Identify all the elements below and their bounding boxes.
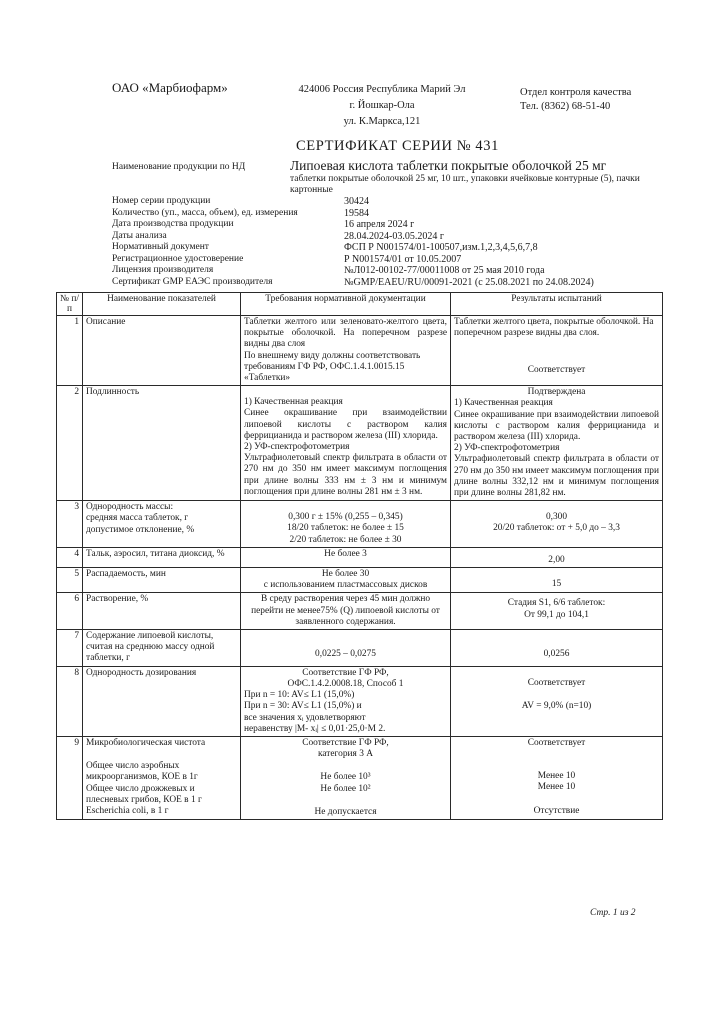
table-header-row <box>57 293 663 316</box>
table-row <box>57 316 663 386</box>
result-line: Отсутствие <box>533 805 580 816</box>
meta-value: 28.04.2024-03.05.2024 г <box>344 230 444 242</box>
row-requirement <box>241 666 451 736</box>
row-requirement <box>241 547 451 567</box>
requirement-line: ОФС.1.4.2.0008.18, Способ 1 <box>287 678 404 689</box>
row-indicator <box>83 736 241 819</box>
row-result <box>451 630 663 667</box>
row-requirement <box>241 501 451 548</box>
meta-row <box>112 265 672 277</box>
indicator-line: средняя масса таблеток, г <box>86 513 189 524</box>
requirement-line: неравенству |M- xᵢ| ≤ 0,01·25,0·M 2. <box>244 723 386 734</box>
row-result <box>451 666 663 736</box>
table-row <box>57 386 663 501</box>
requirement-line: Не более 10³ <box>320 772 371 783</box>
result-line: Таблетки желтого цвета, покрытые оболочкой. На поперечном разрезе видны два слоя. <box>454 317 654 339</box>
table-row <box>57 593 663 630</box>
indicator-line: Подлинность <box>86 387 140 398</box>
result-line: Стадия S1, 6/6 таблеток: <box>507 598 606 609</box>
row-result <box>451 736 663 819</box>
meta-value: 19584 <box>344 207 369 219</box>
row-indicator <box>83 630 241 667</box>
row-result <box>451 386 663 501</box>
meta-row <box>112 254 672 266</box>
meta-key: Дата производства продукции <box>112 219 234 229</box>
row-indicator <box>83 316 241 386</box>
row-result <box>451 501 663 548</box>
table-row <box>57 501 663 548</box>
requirement-line: В среду растворения через 45 мин должно перейти не менее75% (Q) липоевой кислоты от заявленного содержания. <box>251 594 440 627</box>
requirement-line: 1) Качественная реакция <box>244 397 343 408</box>
meta-value: №GMP/EAEU/RU/00091-2021 (с 25.08.2021 по 24.08.2024) <box>344 276 594 288</box>
requirement-line: с использованием пластмассовых дисков <box>263 580 428 591</box>
requirement-line: При n = 30: AV≤ L1 (15,0%) и <box>244 701 362 712</box>
table-row <box>57 568 663 593</box>
address-line: г. Йошкар-Ола <box>349 100 415 111</box>
row-requirement <box>241 630 451 667</box>
requirement-line: 18/20 таблеток: не более ± 15 <box>287 523 404 534</box>
requirement-line: Таблетки желтого или зеленовато-желтого цвета, покрытые оболочкой. На поперечном разрезе видны два слоя <box>244 317 447 350</box>
requirement-line: 0,300 г ± 15% (0,255 – 0,345) <box>288 512 403 523</box>
row-num: 8 <box>57 666 83 736</box>
product-name-label: Наименование продукции по НД <box>112 162 246 172</box>
address-line: 424006 Россия Республика Марий Эл <box>298 84 466 95</box>
requirement-line: Соответствие ГФ РФ, <box>302 667 389 678</box>
table-row <box>57 547 663 567</box>
header-num: № п/п <box>57 293 83 316</box>
indicator-line: Микробиологическая чистота <box>86 737 206 748</box>
company-address <box>292 82 472 130</box>
row-num: 4 <box>57 547 83 567</box>
header-requirements: Требования нормативной документации <box>241 293 451 316</box>
qc-department-name: Отдел контроля качества <box>520 87 632 98</box>
indicator-line: Распадаемость, мин <box>86 569 166 580</box>
row-requirement <box>241 568 451 593</box>
indicator-line: допустимое отклонение, % <box>86 524 195 535</box>
requirement-line: 0,0225 – 0,0275 <box>315 649 376 660</box>
indicator-line: Общее число аэробных микроорганизмов, КОЕ в 1г <box>86 761 198 783</box>
result-line: Менее 10 <box>537 782 576 793</box>
row-indicator <box>83 666 241 736</box>
result-line: От 99,1 до 104,1 <box>524 609 589 620</box>
row-indicator <box>83 568 241 593</box>
meta-row <box>112 242 672 254</box>
requirement-line: По внешнему виду должны соответствовать требованиям ГФ РФ, ОФС.1.4.1.0015.15 «Таблетки» <box>244 350 421 384</box>
address-line: ул. К.Маркса,121 <box>343 116 421 127</box>
table-row <box>57 630 663 667</box>
row-requirement <box>241 593 451 630</box>
product-name: Липоевая кислота таблетки покрытые оболочкой 25 мг <box>290 158 607 173</box>
product-meta <box>112 196 672 288</box>
result-line: Соответствует <box>527 737 586 748</box>
meta-key: Регистрационное удостоверение <box>112 253 244 264</box>
row-indicator <box>83 386 241 501</box>
requirement-line: Ультрафиолетовый спектр фильтрата в области от 270 нм до 350 нм имеет максимум поглощения при длине волны 333 нм ± 3 нм и минимум поглощения при длине волны 281 нм ± 3 нм. <box>244 453 447 497</box>
indicator-line: Однородность дозирования <box>86 667 197 678</box>
meta-key: Количество (уп., масса, объем), ед. измерения <box>112 207 298 218</box>
qc-department-phone: Тел. (8362) 68-51-40 <box>520 101 611 112</box>
indicator-line: Содержание липоевой кислоты, считая на среднюю массу одной таблетки, г <box>86 631 215 664</box>
requirement-line: Не более 3 <box>324 548 367 559</box>
row-indicator <box>83 501 241 548</box>
meta-key: Лицензия производителя <box>112 265 214 275</box>
qc-department <box>520 86 631 114</box>
meta-value: Р N001574/01 от 10.05.2007 <box>344 253 462 265</box>
requirement-line: Соответствие ГФ РФ, <box>302 737 389 748</box>
requirement-line: При n = 10: AV≤ L1 (15,0%) <box>244 690 355 701</box>
meta-value: №Л012-00102-77/00011008 от 25 мая 2010 года <box>344 265 545 276</box>
row-result <box>451 547 663 567</box>
row-indicator <box>83 593 241 630</box>
row-num: 7 <box>57 630 83 667</box>
row-num: 9 <box>57 736 83 819</box>
indicator-line: Описание <box>86 317 126 327</box>
result-line: 15 <box>551 579 562 590</box>
table-row <box>57 736 663 819</box>
meta-key: Сертификат GMP ЕАЭС производителя <box>112 276 273 287</box>
requirement-line: категория 3 А <box>317 749 374 760</box>
indicator-line: Растворение, % <box>86 594 149 605</box>
requirement-line: 2/20 таблеток: не более ± 30 <box>289 534 402 545</box>
row-indicator <box>83 547 241 567</box>
requirement-line: Не допускается <box>314 806 377 817</box>
result-line: 1) Качественная реакция <box>454 398 553 409</box>
result-line: Подтверждена <box>527 387 586 398</box>
row-num: 3 <box>57 501 83 548</box>
row-num: 1 <box>57 316 83 386</box>
page-number: Стр. 1 из 2 <box>590 908 636 918</box>
meta-row <box>112 277 672 289</box>
result-line: Синее окрашивание при взаимодействии липоевой кислоты с раствором калия феррицианида и раствором железа (III) хлорида. <box>454 409 659 443</box>
meta-value: 16 апреля 2024 г <box>344 219 415 230</box>
result-line: Соответствует <box>527 677 586 688</box>
requirement-line: все значения xᵢ удовлетворяют <box>244 712 366 723</box>
result-line: Менее 10 <box>537 771 576 782</box>
result-line: 20/20 таблеток: от + 5,0 до – 3,3 <box>493 523 620 534</box>
result-line: 0,300 <box>545 512 568 523</box>
indicator-line: Тальк, аэросил, титана диоксид, % <box>86 548 225 559</box>
result-line: 0,0256 <box>543 649 570 660</box>
meta-row <box>112 208 672 220</box>
requirement-line: 2) УФ-спектрофотометрия <box>244 442 350 453</box>
company-name: ОАО «Марбиофарм» <box>112 80 228 95</box>
row-num: 6 <box>57 593 83 630</box>
meta-value: ФСП Р N001574/01-100507,изм.1,2,3,4,5,6,7,8 <box>344 242 538 253</box>
row-result <box>451 593 663 630</box>
certificate-title: СЕРТИФИКАТ СЕРИИ № 431 <box>296 138 499 154</box>
row-result <box>451 316 663 386</box>
meta-key: Нормативный документ <box>112 242 209 252</box>
meta-row <box>112 219 672 231</box>
indicator-line: Escherichia coli, в 1 г <box>86 805 169 816</box>
meta-key: Даты анализа <box>112 230 167 241</box>
row-requirement <box>241 736 451 819</box>
indicator-line: Однородность массы: <box>86 502 174 513</box>
requirement-line: Не более 30 <box>321 569 370 580</box>
result-line: 2,00 <box>548 554 565 565</box>
requirement-line: Не более 10² <box>320 783 371 794</box>
row-requirement <box>241 316 451 386</box>
results-table <box>56 292 663 820</box>
row-requirement <box>241 386 451 501</box>
header-indicator: Наименование показателей <box>83 293 241 316</box>
meta-key: Номер серии продукции <box>112 196 211 206</box>
requirement-line: Синее окрашивание при взаимодействии липоевой кислоты с раствором калия феррицианида и раствором железа (III) хлорида. <box>244 408 447 441</box>
result-line: 2) УФ-спектрофотометрия <box>454 443 560 454</box>
product-description: таблетки покрытые оболочкой 25 мг, 10 шт., упаковки ячейковые контурные (5), пачки картонные <box>290 174 640 195</box>
row-result <box>451 568 663 593</box>
indicator-line: Общее число дрожжевых и плесневых грибов, КОЕ в 1 г <box>86 783 202 805</box>
row-num: 2 <box>57 386 83 501</box>
header-results: Результаты испытаний <box>451 293 663 316</box>
result-line: Ультрафиолетовый спектр фильтрата в области от 270 нм до 350 нм имеет максимум поглощения при длине волны 332,12 нм и минимум поглощения при длине волны 281,82 нм. <box>454 454 659 499</box>
result-line: AV = 9,0% (n=10) <box>521 700 592 711</box>
row-num: 5 <box>57 568 83 593</box>
meta-row <box>112 231 672 243</box>
meta-value: 30424 <box>344 196 369 207</box>
meta-row <box>112 196 672 208</box>
result-line: Соответствует <box>527 365 586 376</box>
table-row <box>57 666 663 736</box>
